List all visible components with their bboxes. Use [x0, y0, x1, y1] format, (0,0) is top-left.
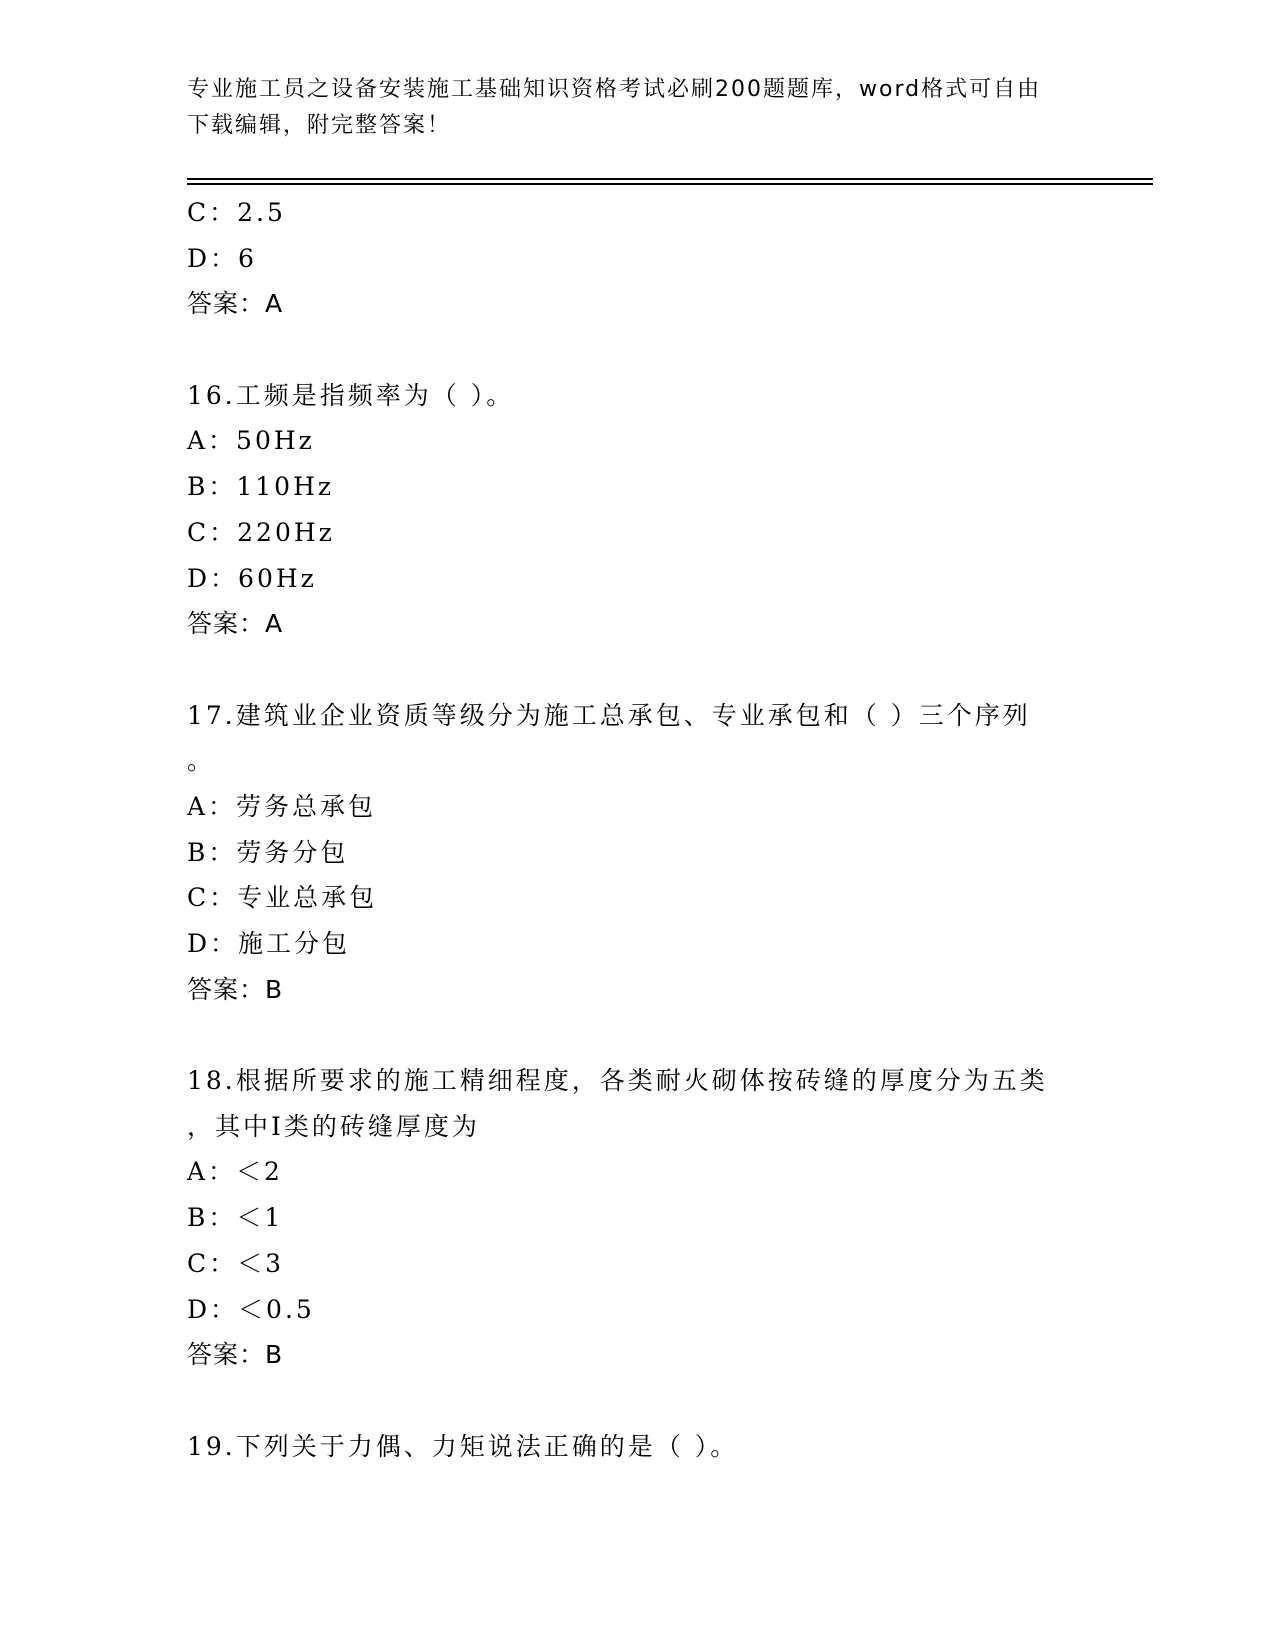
- q15-answer: 答案：A: [187, 289, 284, 319]
- q17-answer: 答案：B: [187, 974, 284, 1004]
- q17-option-c: C：专业总承包: [187, 883, 378, 913]
- header-title-line1: 专业施工员之设备安装施工基础知识资格考试必刷200题题库，word格式可自由: [187, 77, 1042, 102]
- question-list: [187, 190, 1087, 1469]
- q16-option-b: B：110Hz: [187, 472, 335, 502]
- q16-option-c: C：220Hz: [187, 517, 335, 547]
- q19-stem: 19.下列关于力偶、力矩说法正确的是（ ）。: [187, 1431, 739, 1461]
- spacer: [187, 1012, 1087, 1058]
- q18-option-a: A：＜2: [187, 1157, 283, 1187]
- q18-answer: 答案：B: [187, 1340, 284, 1370]
- header-divider-top: [187, 178, 1153, 180]
- q18-stem-line2: ，其中Ⅰ类的砖缝厚度为: [187, 1111, 480, 1141]
- q18-option-d: D：＜0.5: [187, 1294, 315, 1324]
- q15-option-d: D：6: [187, 243, 257, 273]
- q16-stem: 16.工频是指频率为（ ）。: [187, 380, 515, 410]
- q16-option-d: D：60Hz: [187, 563, 317, 593]
- q18-option-c: C：＜3: [187, 1248, 285, 1278]
- q18-stem-line1: 18.根据所要求的施工精细程度，各类耐火砌体按砖缝的厚度分为五类: [187, 1066, 1048, 1096]
- q18-option-b: B：＜1: [187, 1203, 284, 1233]
- spacer: [187, 327, 1087, 373]
- q15-option-c: C：2.5: [187, 198, 286, 227]
- q17-stem-line1: 17.建筑业企业资质等级分为施工总承包、专业承包和（ ）三个序列: [187, 700, 1031, 730]
- spacer: [187, 647, 1087, 693]
- header-title-line2: 下载编辑，附完整答案！: [187, 113, 452, 138]
- q16-answer: 答案：A: [187, 609, 284, 639]
- document-header: [187, 72, 1067, 144]
- spacer: [187, 1378, 1087, 1424]
- q17-option-a: A：劳务总承包: [187, 791, 377, 821]
- q17-option-b: B：劳务分包: [187, 837, 349, 867]
- q17-stem-line2: 。: [187, 746, 216, 776]
- q16-option-a: A：50Hz: [187, 426, 315, 456]
- header-divider-bottom: [187, 183, 1153, 185]
- q17-option-d: D：施工分包: [187, 929, 351, 958]
